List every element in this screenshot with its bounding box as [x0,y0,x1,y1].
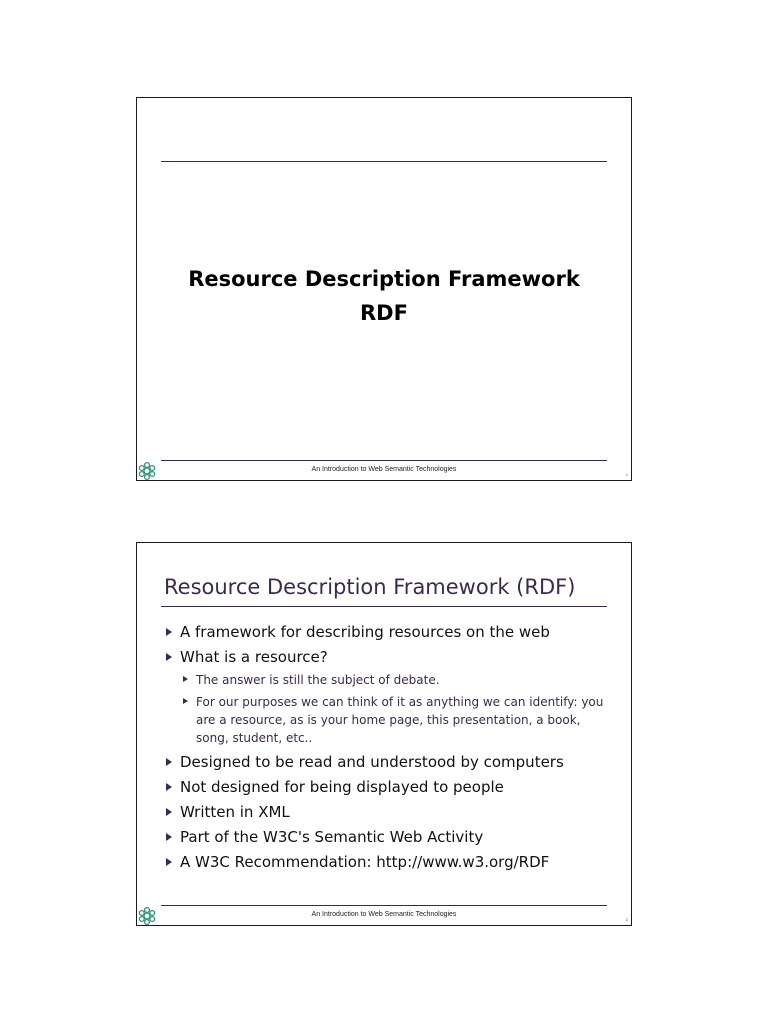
triangle-bullet-icon [183,676,188,682]
sub-bullet-item [164,671,611,689]
bullet-text: What is a resource? [180,648,328,666]
page-number: 2 [625,917,628,922]
triangle-bullet-icon [166,628,172,636]
bullet-item [164,647,611,667]
triangle-bullet-icon [166,833,172,841]
triangle-bullet-icon [166,783,172,791]
footer-text: An Introduction to Web Semantic Technologies [311,466,457,473]
top-rule [161,606,607,607]
slide-title [137,262,631,330]
sub-bullet-item [164,693,611,747]
bullet-list [164,617,611,872]
bullet-text: Part of the W3C's Semantic Web Activity [180,828,484,846]
triangle-bullet-icon [183,698,188,704]
bottom-rule [161,460,607,461]
slide-title: Resource Description Framework (RDF) [164,575,576,599]
triangle-bullet-icon [166,758,172,766]
triangle-bullet-icon [166,653,172,661]
bullet-text: A framework for describing resources on the web [180,623,550,641]
bullet-text: Written in XML [180,803,290,821]
triangle-bullet-icon [166,808,172,816]
slide-title-line: Resource Description Framework [188,267,580,291]
bullet-item [164,752,611,772]
bullet-text: A W3C Recommendation: http://www.w3.org/RDF [180,853,550,871]
bottom-rule [161,905,607,906]
footer-text: An Introduction to Web Semantic Technologies [311,911,457,918]
slide-title-line: RDF [360,301,408,325]
bullet-item [164,827,611,847]
top-rule [161,161,607,162]
bullet-text: Designed to be read and understood by computers [180,753,564,771]
triangle-bullet-icon [166,858,172,866]
bullet-item [164,777,611,797]
bullet-item [164,802,611,822]
slide-2 [136,542,632,926]
page-number: 1 [625,472,628,477]
slide-1 [136,97,632,481]
sub-bullet-text: The answer is still the subject of debate. [196,673,440,687]
sub-bullet-text: For our purposes we can think of it as anything we can identify: you are a resource, as is your home page, this presentation, a book, song, student, etc.. [196,695,604,745]
bullet-item [164,622,611,642]
bullet-text: Not designed for being displayed to people [180,778,504,796]
bullet-item [164,852,611,872]
